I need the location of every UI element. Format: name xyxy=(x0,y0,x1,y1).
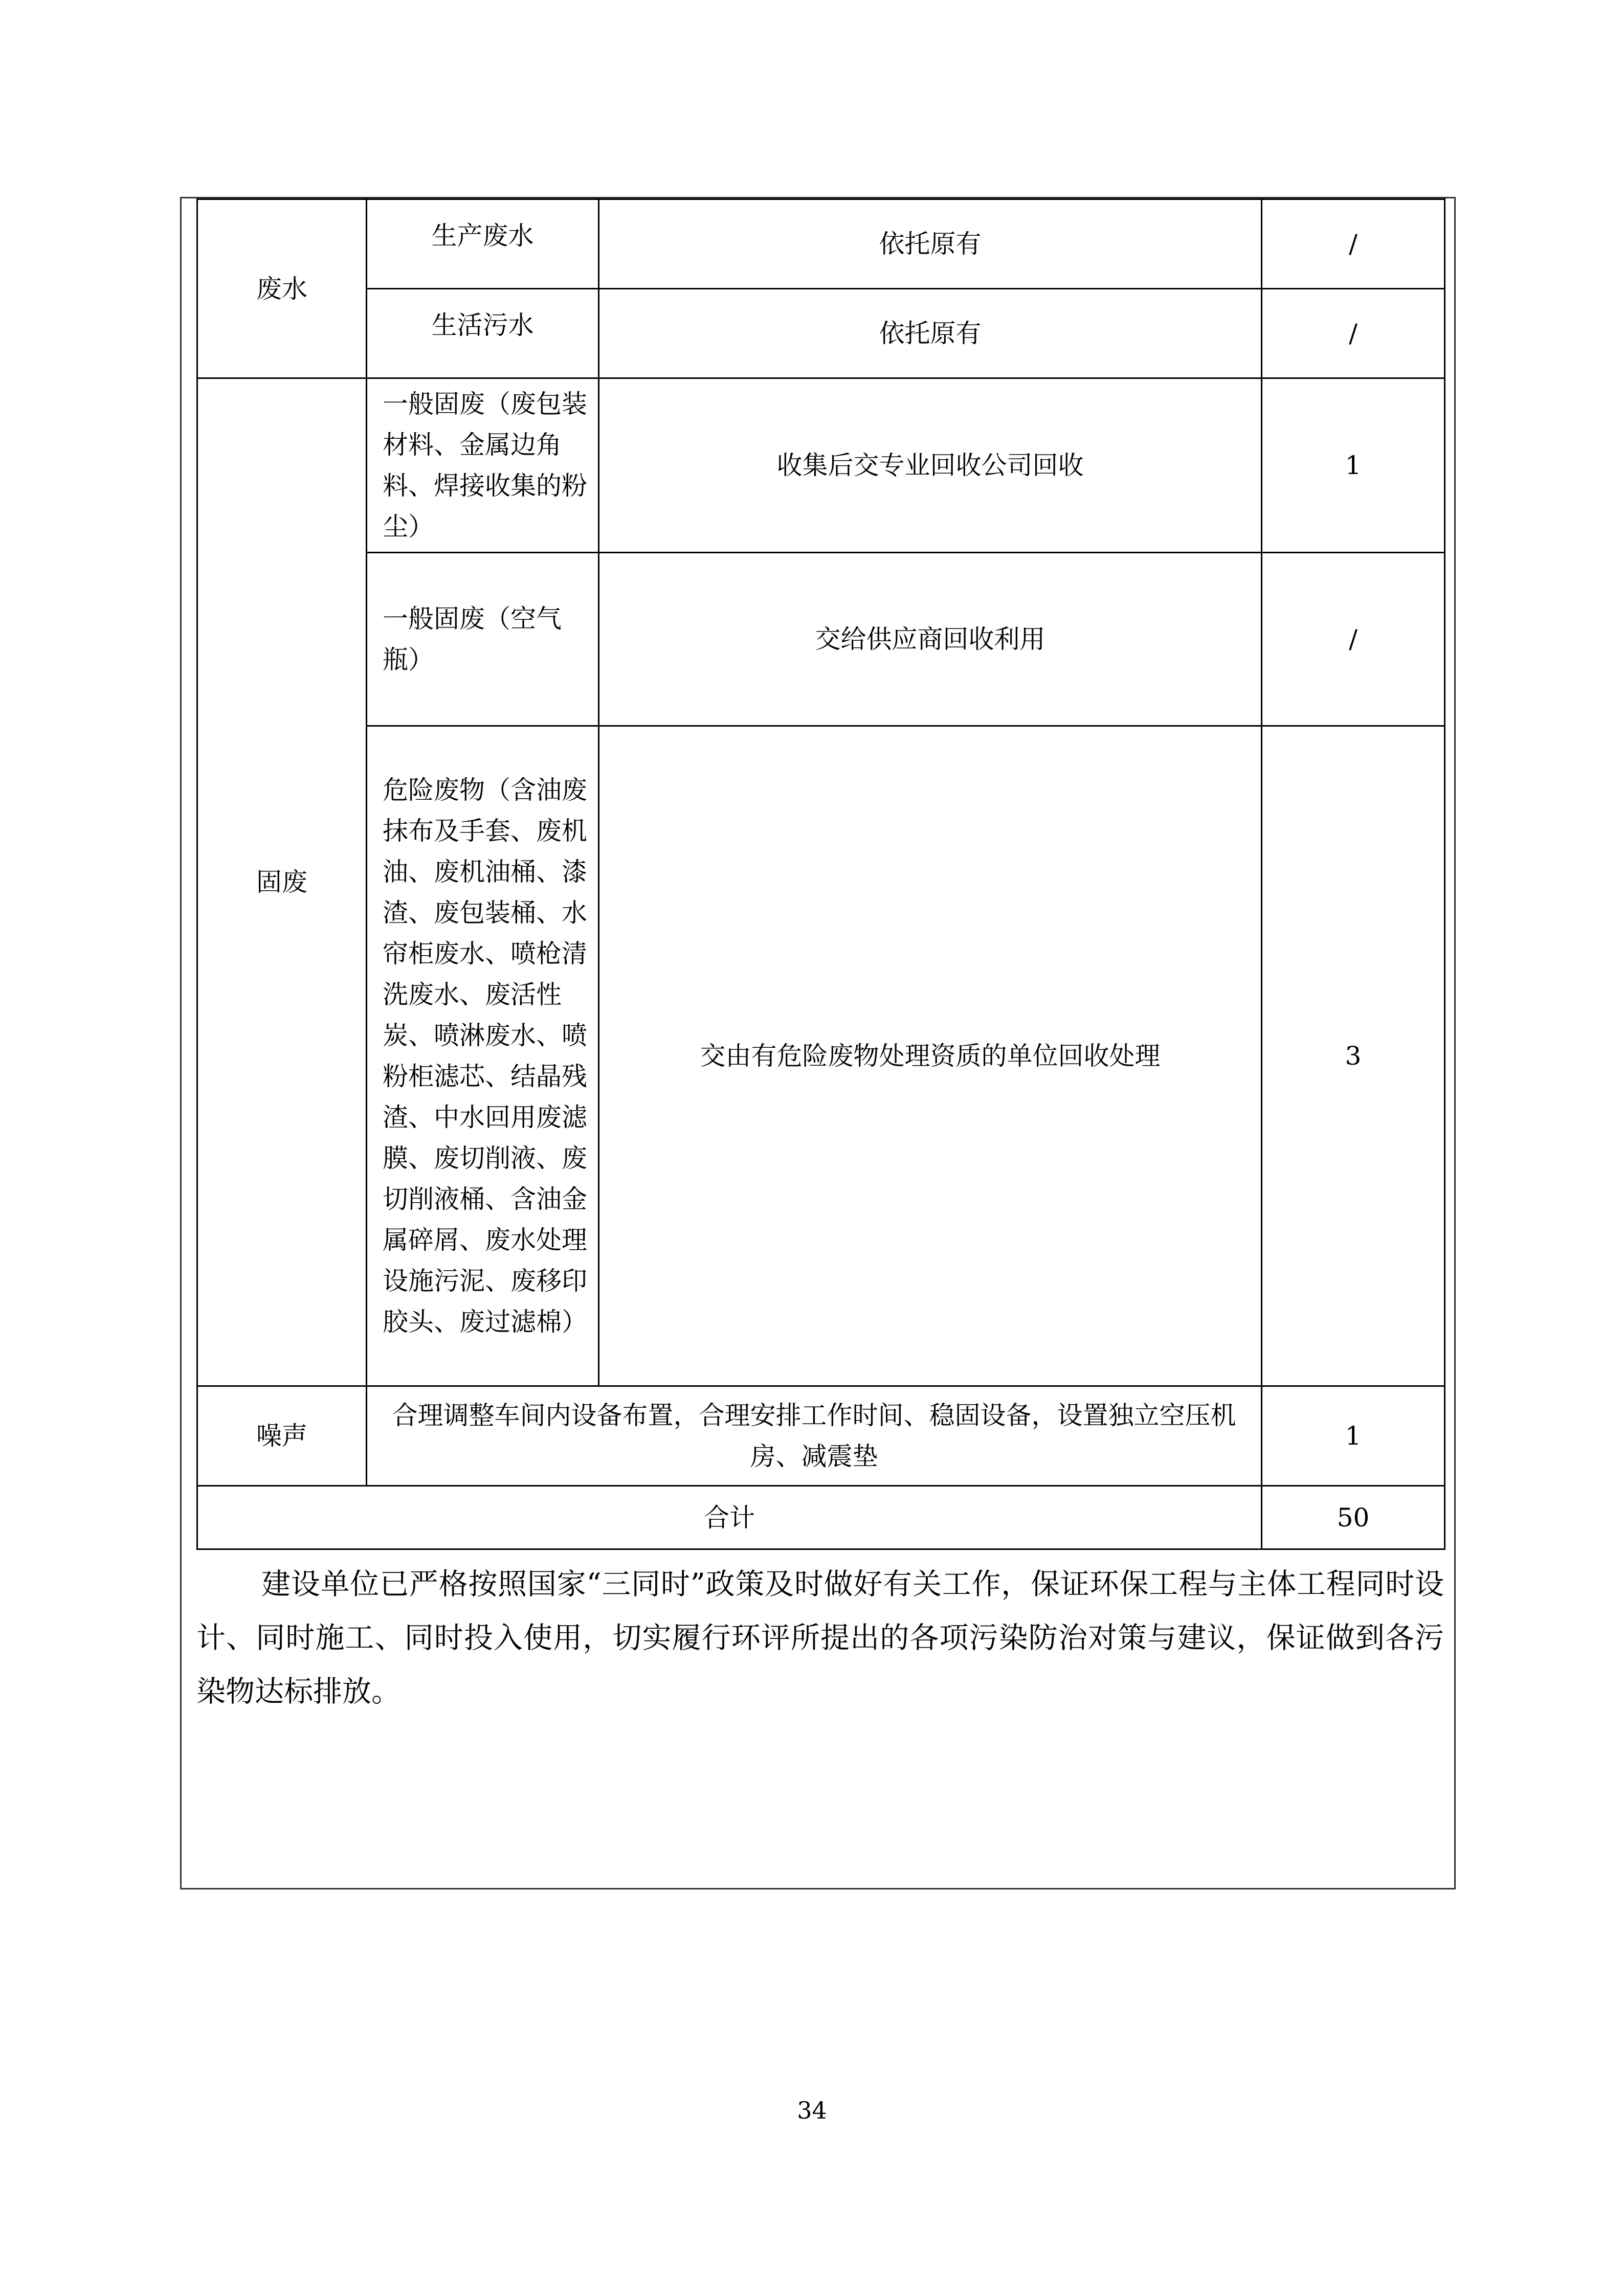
cost-cell: 1 xyxy=(1262,1386,1445,1486)
cost-cell: / xyxy=(1262,289,1445,378)
table-row xyxy=(197,199,1445,289)
table-row xyxy=(197,289,1445,378)
measure-cell: 收集后交专业回收公司回收 xyxy=(599,378,1262,553)
page-frame xyxy=(180,197,1456,1889)
cost-cell: / xyxy=(1262,553,1445,726)
environmental-investment-table xyxy=(196,198,1445,1550)
item-cell: 一般固废（废包装材料、金属边角料、焊接收集的粉尘） xyxy=(367,378,599,553)
table-row xyxy=(197,378,1445,553)
measure-cell: 依托原有 xyxy=(599,199,1262,289)
noise-measure-cell: 合理调整车间内设备布置，合理安排工作时间、稳固设备，设置独立空压机房、减震垫 xyxy=(367,1386,1262,1486)
item-cell: 生产废水 xyxy=(367,199,599,289)
table-row xyxy=(197,1386,1445,1486)
category-solid-waste: 固废 xyxy=(197,378,367,1386)
total-label: 合计 xyxy=(197,1486,1262,1549)
cost-cell: 1 xyxy=(1262,378,1445,553)
category-wastewater: 废水 xyxy=(197,199,367,378)
cost-cell: / xyxy=(1262,199,1445,289)
item-cell: 生活污水 xyxy=(367,289,599,378)
category-noise: 噪声 xyxy=(197,1386,367,1486)
table-row xyxy=(197,553,1445,726)
item-cell: 一般固废（空气瓶） xyxy=(367,553,599,726)
total-row xyxy=(197,1486,1445,1549)
page-number: 34 xyxy=(797,2097,827,2124)
total-value: 50 xyxy=(1262,1486,1445,1549)
item-cell: 危险废物（含油废抹布及手套、废机油、废机油桶、漆渣、废包装桶、水帘柜废水、喷枪清洗废水、废活性炭、喷淋废水、喷粉柜滤芯、结晶残渣、中水回用废滤膜、废切削液、废切削液桶、含油金属碎屑、废水处理设施污泥、废移印胶头、废过滤棉） xyxy=(367,726,599,1386)
measure-cell: 交给供应商回收利用 xyxy=(599,553,1262,726)
measure-cell: 交由有危险废物处理资质的单位回收处理 xyxy=(599,726,1262,1386)
measure-cell: 依托原有 xyxy=(599,289,1262,378)
cost-cell: 3 xyxy=(1262,726,1445,1386)
table-row xyxy=(197,726,1445,1386)
commitment-paragraph: 建设单位已严格按照国家“三同时”政策及时做好有关工作，保证环保工程与主体工程同时设计、同时施工、同时投入使用，切实履行环评所提出的各项污染防治对策与建议，保证做到各污染物达标排放。 xyxy=(196,1567,1444,1708)
